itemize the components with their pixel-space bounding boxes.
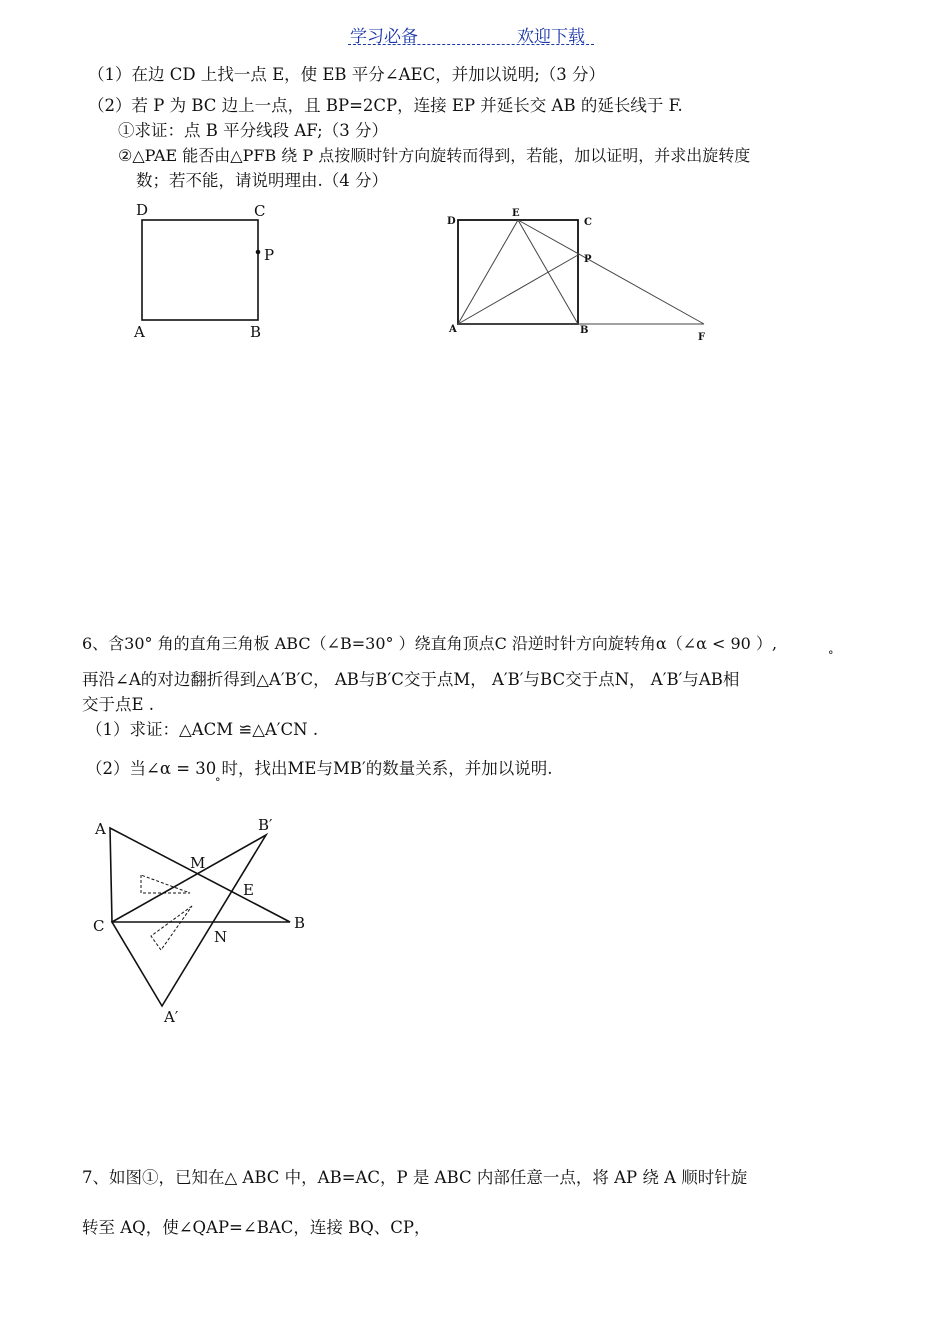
fig1-label-b: B bbox=[250, 323, 262, 341]
square-abcd-2 bbox=[458, 220, 578, 324]
q5-part1: （1）在边 CD 上找一点 E，使 EB 平分∠AEC，并加以说明;（3 分） bbox=[88, 65, 606, 84]
q5-figure-square bbox=[142, 220, 260, 320]
fig1-label-c: C bbox=[254, 202, 266, 220]
q6-line2: 再沿∠A的对边翻折得到△A′B′C， AB与B′C交于点M， A′B′与BC交于点N， A′B′与AB相 bbox=[82, 670, 740, 689]
q7-line2: 转至 AQ，使∠QAP=∠BAC，连接 BQ、CP， bbox=[82, 1218, 431, 1237]
header-left: 学习必备 bbox=[350, 27, 418, 47]
fig3-label-b2: B′ bbox=[258, 816, 273, 834]
fig3-label-a: A bbox=[95, 820, 106, 838]
q5-part2-sub2-line2: 数；若不能，请说明理由.（4 分） bbox=[136, 171, 388, 190]
fig2-label-c: C bbox=[584, 217, 592, 228]
q6-part2: （2）当∠α = 30 时，找出ME与MB′的数量关系，并加以说明. bbox=[86, 759, 553, 778]
fig3-label-c: C bbox=[93, 917, 105, 935]
fig3-label-b: B bbox=[294, 914, 306, 932]
fig3-label-m: M bbox=[190, 854, 206, 872]
line-ef bbox=[518, 220, 704, 324]
fig3-label-e: E bbox=[243, 881, 254, 899]
point-p bbox=[257, 251, 260, 254]
line-ap bbox=[458, 255, 578, 324]
triangle-a2b2c bbox=[112, 835, 266, 1006]
fig3-label-n: N bbox=[214, 928, 228, 946]
fig2-label-d: D bbox=[447, 216, 456, 227]
fig2-label-p: P bbox=[584, 254, 592, 265]
fig1-label-d: D bbox=[136, 201, 149, 219]
square-abcd bbox=[142, 220, 258, 320]
q6-degree-mark-2: ° bbox=[215, 776, 221, 789]
q6-line1: 6、含30° 角的直角三角板 ABC（∠B=30° ）绕直角顶点C 沿逆时针方向旋转角α（∠α < 90 ）, bbox=[82, 634, 778, 653]
q6-line3: 交于点E . bbox=[82, 695, 155, 714]
fig2-label-b: B bbox=[580, 325, 589, 336]
fig3-label-a2: A′ bbox=[164, 1008, 179, 1026]
fig2-label-a: A bbox=[449, 324, 457, 335]
fig1-label-p: P bbox=[264, 246, 275, 264]
q6-part1: （1）求证：△ACM ≌△A′CN . bbox=[86, 720, 319, 739]
fig2-label-e: E bbox=[512, 208, 520, 219]
header-right: 欢迎下载 bbox=[517, 27, 585, 47]
fig2-label-f: F bbox=[698, 332, 706, 343]
q5-part2-sub2-line1: ②△PAE 能否由△PFB 绕 P 点按顺时针方向旋转而得到，若能，加以证明，并求出旋转度 bbox=[118, 146, 751, 165]
q6-degree-mark-1: ° bbox=[828, 649, 834, 662]
q5-part2-sub1: ①求证：点 B 平分线段 AF;（3 分） bbox=[118, 121, 388, 140]
q7-line1: 7、如图①，已知在△ ABC 中，AB=AC，P 是 ABC 内部任意一点，将 AP 绕 A 顺时针旋 bbox=[82, 1168, 748, 1187]
q5-part2: （2）若 P 为 BC 边上一点，且 BP=2CP，连接 EP 并延长交 AB 的延长线于 F. bbox=[88, 96, 683, 115]
dashed-triangles bbox=[141, 875, 192, 950]
q5-figure-construction bbox=[458, 220, 704, 324]
line-ea bbox=[458, 220, 518, 324]
fig1-label-a: A bbox=[134, 323, 145, 341]
